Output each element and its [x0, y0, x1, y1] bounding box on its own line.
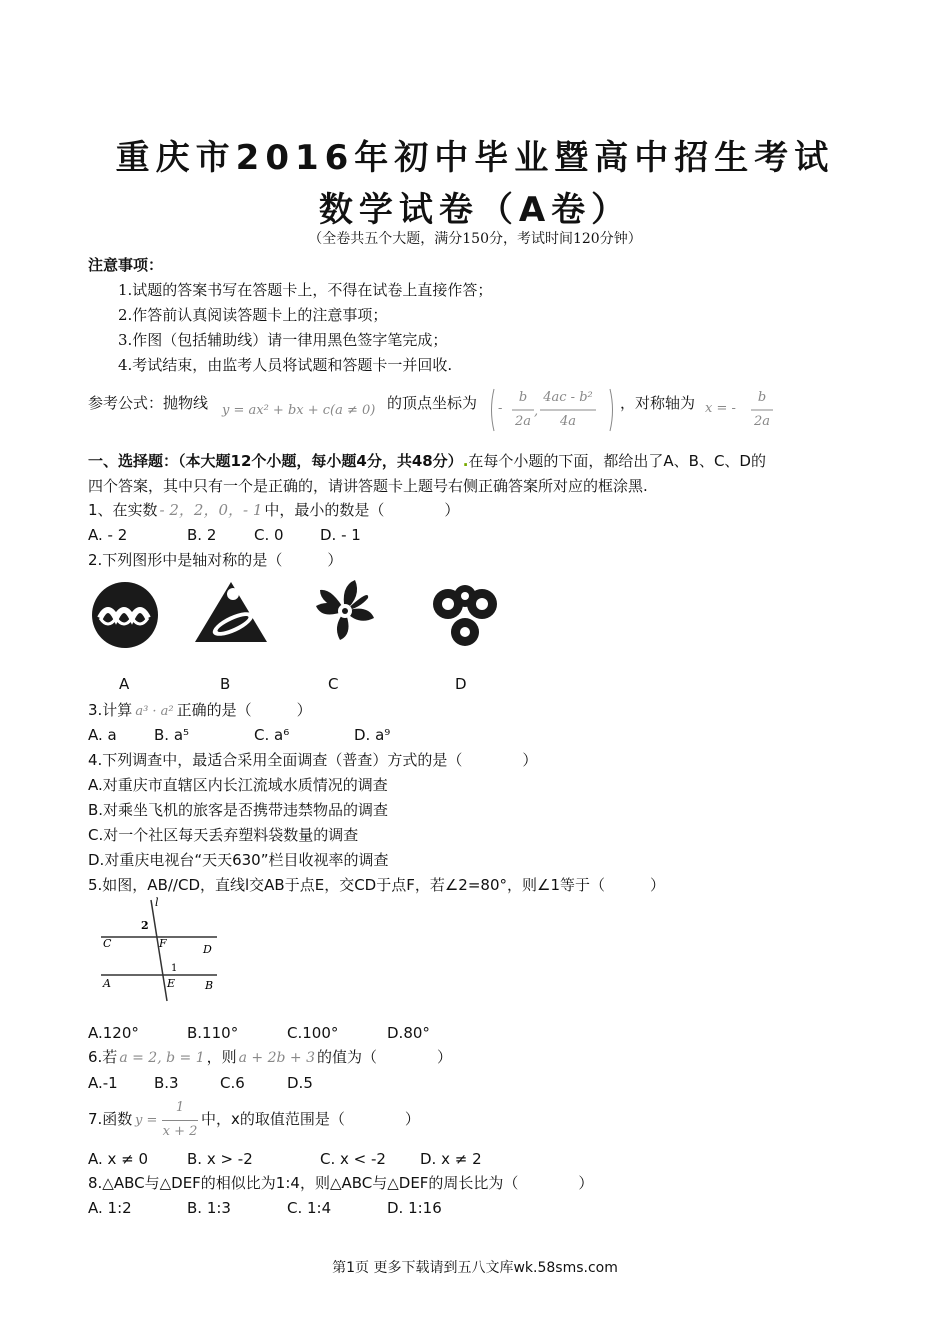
q1-option-b: B. 2	[187, 526, 217, 544]
label-d: D	[203, 943, 212, 956]
q5-parallel-lines-figure	[95, 895, 225, 1005]
q3-stem	[88, 700, 312, 722]
q4-option-c: C.对一个社区每天丢弃塑料袋数量的调查	[88, 826, 359, 844]
notice-item: 4.考试结束，由监考人员将试题和答题卡一并回收.	[118, 356, 453, 374]
q6-option-d: D.5	[287, 1074, 313, 1092]
label-b: B	[205, 979, 214, 992]
q5-option-b: B.110°	[187, 1024, 239, 1042]
q5-option-d: D.80°	[387, 1024, 430, 1042]
formula-after: ，对称轴为	[620, 394, 696, 412]
label-a: A	[103, 977, 111, 990]
q1-option-a: A. - 2	[88, 526, 128, 544]
q1-option-c: C. 0	[254, 526, 284, 544]
q4-option-a: A.对重庆市直辖区内长江流域水质情况的调查	[88, 776, 388, 794]
formula-mid: 的顶点坐标为	[387, 394, 478, 412]
vertex-coordinates: - b 2a , 4ac - b² 4a	[488, 386, 616, 434]
vertex-y-denominator: 4a	[559, 414, 577, 429]
q7-stem-post: 中，x的取值范围是（ ）	[201, 1110, 420, 1128]
notice-item: 1.试题的答案书写在答题卡上，不得在试卷上直接作答；	[118, 281, 493, 299]
q1-stem	[88, 500, 459, 520]
figure-label-a: A	[119, 675, 130, 693]
figure-d-circles-icon	[428, 576, 500, 648]
q6-stem-mid: ，则	[206, 1048, 237, 1066]
q8-stem: 8.△ABC与△DEF的相似比为1:4，则△ABC与△DEF的周长比为（ ）	[88, 1174, 594, 1192]
q6-stem-post: 的值为（ ）	[317, 1048, 453, 1066]
q7-option-b: B. x > -2	[187, 1150, 253, 1168]
label-c: C	[103, 937, 112, 950]
q1-option-d: D. - 1	[320, 526, 361, 544]
q5-option-c: C.100°	[287, 1024, 339, 1042]
exam-info: （全卷共五个大题，满分150分，考试时间120分钟）	[308, 231, 642, 247]
axis-formula: x = - b 2a	[705, 386, 775, 434]
vertex-y-numerator: 4ac - b²	[543, 390, 593, 405]
q5-option-a: A.120°	[88, 1024, 139, 1042]
q3-stem-post: 正确的是（ ）	[176, 701, 312, 719]
q7-fn-lhs: y =	[135, 1113, 158, 1128]
q6-condition: a = 2, b = 1	[119, 1050, 205, 1066]
q5-stem: 5.如图，AB//CD，直线l交AB于点E，交CD于点F，若∠2=80°，则∠1等于（ ）	[88, 876, 665, 894]
q4-option-d: D.对重庆电视台“天天630”栏目收视率的调查	[88, 851, 389, 869]
q8-option-b: B. 1:3	[187, 1199, 231, 1217]
q7-stem-pre: 7.函数	[88, 1110, 133, 1128]
q8-option-c: C. 1:4	[287, 1199, 332, 1217]
section1-heading: 一、选择题：（本大题12个小题，每小题4分，共48分）	[88, 452, 463, 470]
figure-b-triangle-icon	[193, 580, 269, 644]
q3-option-c: C. a⁶	[254, 726, 290, 744]
figure-label-d: D	[455, 675, 467, 693]
q4-stem: 4.下列调查中，最适合采用全面调查（普查）方式的是（ ）	[88, 751, 538, 769]
q6-option-a: A.-1	[88, 1074, 118, 1092]
figure-label-c: C	[328, 675, 339, 693]
section1-intro-line2: 四个答案，其中只有一个是正确的，请讲答题卡上题号右侧正确答案所对应的框涂黑.	[88, 477, 648, 495]
q6-stem-pre: 6.若	[88, 1048, 118, 1066]
q1-stem-pre: 1、在实数	[88, 501, 158, 519]
label-e: E	[167, 977, 176, 990]
q7-fraction-bar	[162, 1120, 198, 1121]
notice-item: 3.作图（包括辅助线）请一律用黑色签字笔完成；	[118, 331, 448, 349]
label-l: l	[155, 896, 159, 909]
figure-label-b: B	[220, 675, 231, 693]
q7-fn-denominator: x + 2	[162, 1124, 198, 1139]
notice-item: 2.作答前认真阅读答题卡上的注意事项；	[118, 306, 388, 324]
figure-a-wave-icon	[90, 580, 160, 650]
q1-numbers: - 2，2，0，- 1	[159, 501, 263, 519]
q1-stem-post: 中，最小的数是（ ）	[264, 501, 460, 519]
q7-fn-numerator: 1	[175, 1100, 185, 1115]
section1-intro: 在每个小题的下面，都给出了A、B、C、D的	[468, 452, 766, 470]
page-footer: 第1页 更多下载请到五八文库wk.58sms.com	[332, 1260, 618, 1276]
q6-option-b: B.3	[154, 1074, 179, 1092]
q4-option-b: B.对乘坐飞机的旅客是否携带违禁物品的调查	[88, 801, 389, 819]
q6-option-c: C.6	[220, 1074, 245, 1092]
q3-option-d: D. a⁹	[354, 726, 391, 744]
q7-option-a: A. x ≠ 0	[88, 1150, 149, 1168]
formula-prefix: 参考公式：抛物线	[88, 394, 209, 412]
figure-c-pinwheel-icon	[310, 576, 380, 646]
notice-heading: 注意事项：	[88, 256, 164, 274]
q7-option-c: C. x < -2	[320, 1150, 386, 1168]
label-angle-1: 1	[171, 963, 178, 974]
q8-option-d: D. 1:16	[387, 1199, 442, 1217]
label-f: F	[159, 937, 167, 950]
parabola-expression: y = ax² + bx + c(a ≠ 0)	[222, 403, 376, 418]
q3-expression: a³ · a²	[135, 704, 174, 719]
q2-stem: 2.下列图形中是轴对称的是（ ）	[88, 551, 343, 569]
line-l	[151, 900, 167, 1001]
q3-option-b: B. a⁵	[154, 726, 190, 744]
page-subtitle-title: 数学试卷（A卷）	[318, 190, 632, 230]
q6-expression: a + 2b + 3	[238, 1050, 316, 1066]
q7-option-d: D. x ≠ 2	[420, 1150, 482, 1168]
q3-stem-pre: 3.计算	[88, 701, 133, 719]
q3-option-a: A. a	[88, 726, 117, 744]
q8-option-a: A. 1:2	[88, 1199, 132, 1217]
section1-heading-line: 一、选择题：（本大题12个小题，每小题4分，共48分）.在每个小题的下面，都给出了A、B、C、D的	[88, 452, 766, 470]
q6-stem	[88, 1047, 452, 1068]
page-title: 重庆市2016年初中毕业暨高中招生考试	[115, 138, 835, 178]
label-angle-2: 2	[141, 919, 149, 932]
